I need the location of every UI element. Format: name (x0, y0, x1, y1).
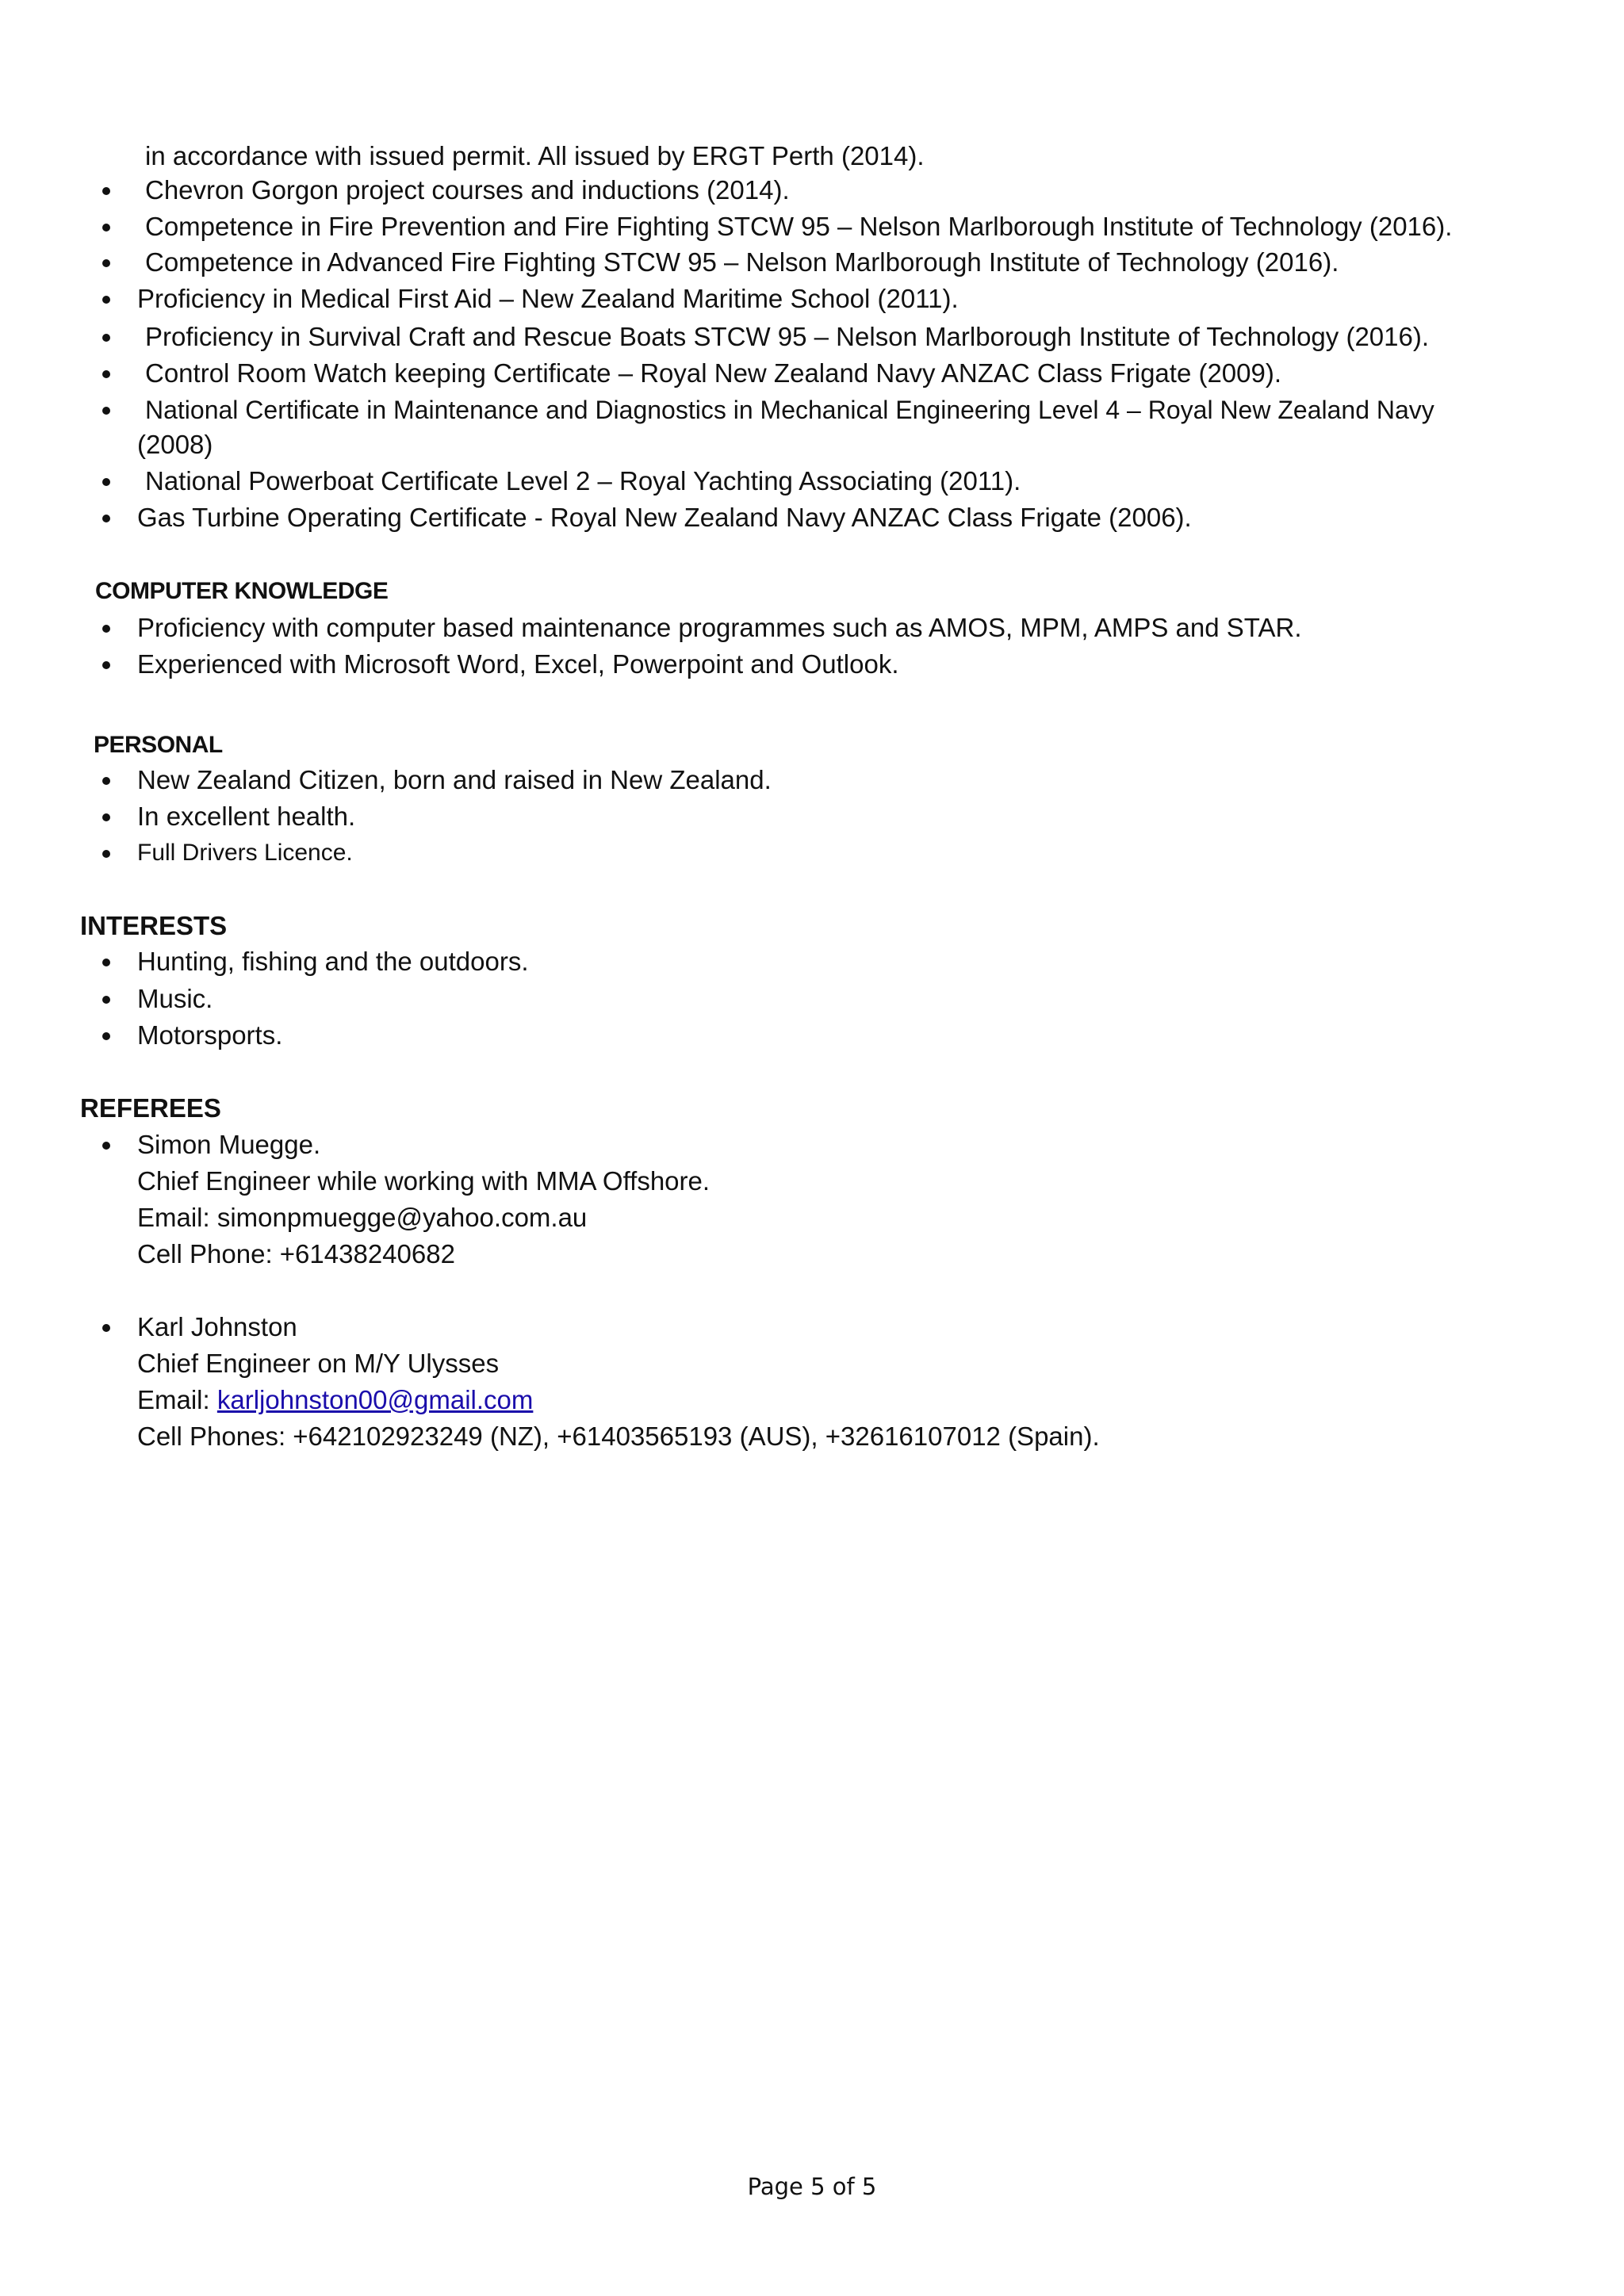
referee-role: Chief Engineer while working with MMA Offshore. (137, 1166, 710, 1196)
bullet (102, 407, 110, 415)
qualification-item: Control Room Watch keeping Certificate – Royal New Zealand Navy ANZAC Class Frigate (2009). (145, 358, 1282, 388)
referee-phone: Cell Phones: +642102923249 (NZ), +61403565193 (AUS), +32616107012 (Spain). (137, 1422, 1100, 1451)
bullet (102, 334, 110, 342)
bullet (102, 515, 110, 522)
bullet (102, 850, 110, 858)
interest-item: Motorsports. (137, 1020, 283, 1050)
qualification-continuation: in accordance with issued permit. All issued by ERGT Perth (2014). (145, 141, 925, 170)
bullet (102, 478, 110, 486)
computer-item: Proficiency with computer based maintenance programmes such as AMOS, MPM, AMPS and STAR. (137, 613, 1302, 642)
referee-name: Simon Muegge. (137, 1130, 321, 1159)
referee-name: Karl Johnston (137, 1312, 297, 1341)
qualification-item: Chevron Gorgon project courses and inductions (2014). (145, 175, 790, 205)
section-heading-computer: COMPUTER KNOWLEDGE (95, 578, 389, 604)
bullet (102, 224, 110, 232)
bullet (102, 661, 110, 669)
bullet (102, 996, 110, 1004)
qualification-item: Proficiency in Survival Craft and Rescue Boats STCW 95 – Nelson Marlborough Institute of Technology (2016). (145, 322, 1430, 351)
referee-email-label: Email: (137, 1385, 217, 1414)
section-heading-interests: INTERESTS (80, 911, 228, 940)
interest-item: Music. (137, 984, 213, 1013)
bullet (102, 1324, 110, 1332)
qualification-item: National Powerboat Certificate Level 2 – Royal Yachting Associating (2011). (145, 466, 1021, 496)
referee-email-link[interactable]: karljohnston00@gmail.com (216, 1385, 534, 1414)
bullet (102, 777, 110, 785)
bullet (102, 296, 110, 304)
bullet (102, 1032, 110, 1040)
bullet (102, 370, 110, 378)
bullet (102, 1142, 110, 1150)
interest-item: Hunting, fishing and the outdoors. (137, 947, 529, 976)
personal-item: New Zealand Citizen, born and raised in New Zealand. (137, 765, 772, 794)
referee-email: Email: simonpmuegge@yahoo.com.au (137, 1203, 588, 1232)
referee-email-line (137, 1383, 533, 1418)
section-heading-referees: REFEREES (80, 1093, 221, 1123)
personal-item: Full Drivers Licence. (137, 840, 353, 866)
qualification-item: Proficiency in Medical First Aid – New Zealand Maritime School (2011). (137, 284, 959, 313)
qualification-item-continuation: (2008) (137, 430, 213, 459)
computer-item: Experienced with Microsoft Word, Excel, Powerpoint and Outlook. (137, 649, 899, 679)
qualification-item: Competence in Advanced Fire Fighting STCW 95 – Nelson Marlborough Institute of Technology (2016). (145, 247, 1339, 277)
referee-phone: Cell Phone: +61438240682 (137, 1239, 455, 1269)
bullet (102, 959, 110, 966)
bullet (102, 187, 110, 195)
bullet (102, 625, 110, 633)
bullet (102, 813, 110, 821)
page-number: Page 5 of 5 (747, 2173, 877, 2200)
qualification-item: Competence in Fire Prevention and Fire Fighting STCW 95 – Nelson Marlborough Institute of Technology (2016). (145, 212, 1453, 241)
referee-role: Chief Engineer on M/Y Ulysses (137, 1349, 500, 1378)
qualification-item: Gas Turbine Operating Certificate - Royal New Zealand Navy ANZAC Class Frigate (2006). (137, 503, 1192, 532)
bullet (102, 259, 110, 267)
personal-item: In excellent health. (137, 802, 356, 831)
qualification-item: National Certificate in Maintenance and Diagnostics in Mechanical Engineering Level 4 – Royal New Zealand Navy (145, 396, 1434, 424)
section-heading-personal: PERSONAL (94, 732, 223, 758)
